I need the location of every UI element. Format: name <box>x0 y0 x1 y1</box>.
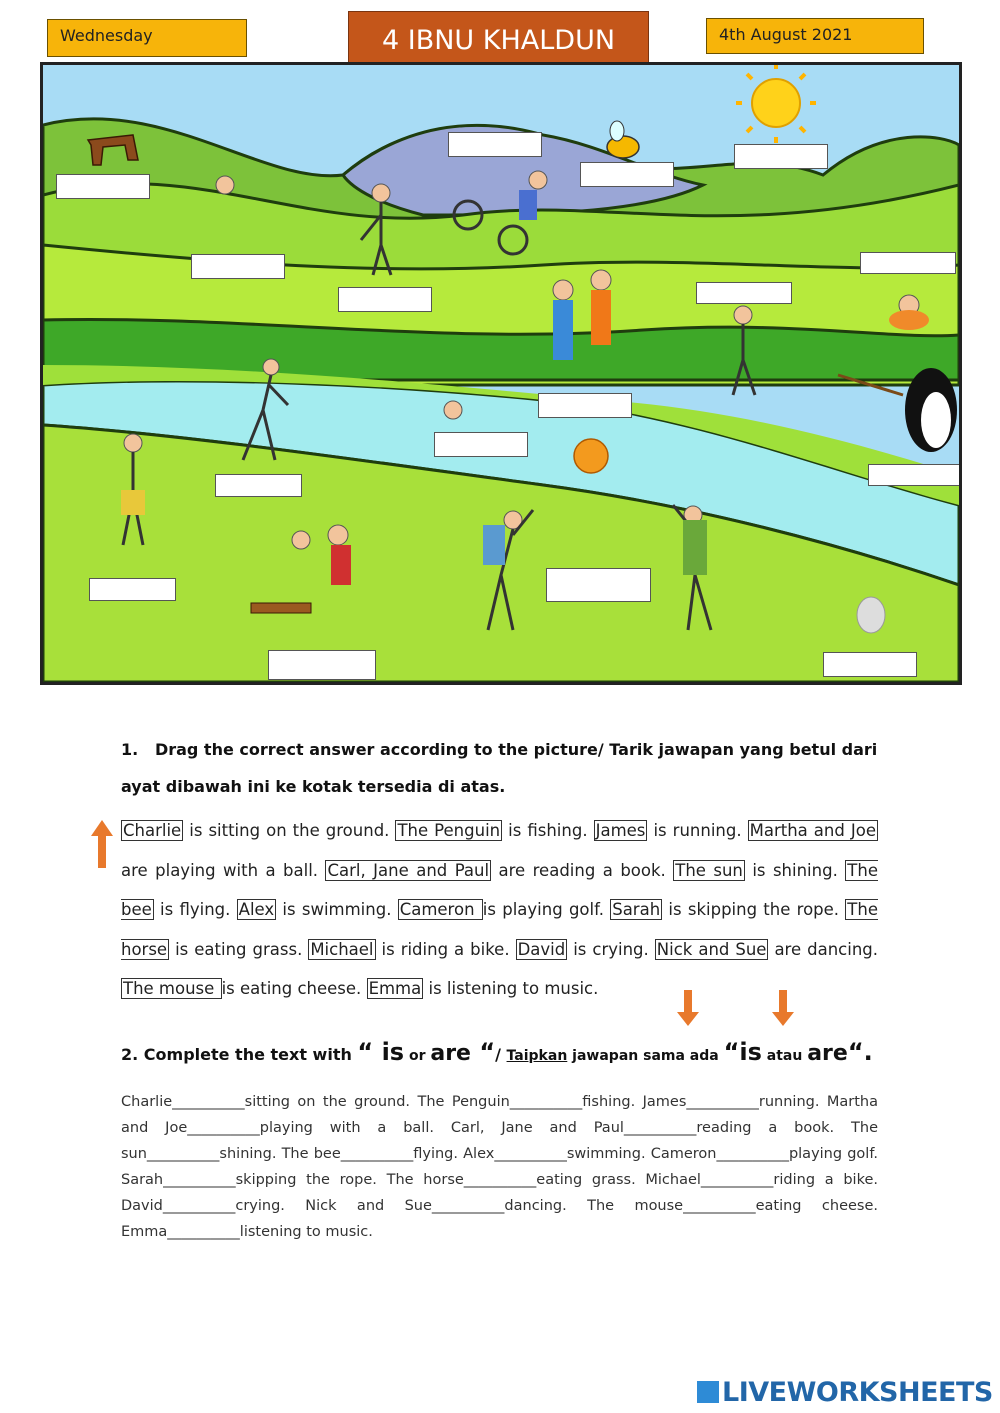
drag-answer-tag[interactable]: Sarah <box>612 900 661 919</box>
paragraph-text: are playing with a ball. <box>121 860 326 880</box>
paragraph-text: is crying. <box>567 939 655 959</box>
class-title: 4 IBNU KHALDUN <box>348 11 649 89</box>
paragraph-text: is flying. <box>153 900 237 919</box>
drag-answer-tag[interactable]: Nick and Sue <box>656 939 767 959</box>
paragraph-text: is riding a bike. <box>375 939 516 959</box>
paragraph-text: is eating cheese. <box>221 979 367 998</box>
logo-text: LIVEWORKSHEETS <box>722 1377 993 1408</box>
drop-box-mouse[interactable] <box>823 652 917 677</box>
paragraph-text: is listening to music. <box>423 979 599 998</box>
q2-is: is <box>381 1038 405 1066</box>
date-label: 4th August 2021 <box>706 18 924 54</box>
question-1-text: Drag the correct answer according to the picture/ Tarik jawapan yang betul dari ayat dibawah ini ke kotak tersedia di atas. <box>121 740 878 796</box>
drag-answer-tag[interactable]: David <box>517 939 566 959</box>
q2-are: are <box>430 1041 471 1066</box>
liveworksheets-logo <box>697 1377 993 1408</box>
paragraph-text: is running. <box>647 821 748 840</box>
drag-answer-tag[interactable]: The Penguin <box>397 821 501 840</box>
up-arrow-icon <box>91 820 113 868</box>
q2-atau: atau <box>761 1048 808 1064</box>
drop-box-bee[interactable] <box>580 162 674 187</box>
paragraph-text: is playing golf. <box>482 900 611 919</box>
drop-box-cameron[interactable] <box>338 287 432 312</box>
q2-are2: are <box>807 1041 848 1066</box>
drag-answer-tag[interactable]: The horse <box>121 900 878 959</box>
drop-box-nick-sue[interactable] <box>696 282 792 304</box>
drop-box-reading-kids[interactable] <box>268 650 376 680</box>
paragraph-text: are reading a book. <box>491 860 674 880</box>
down-arrow-icon <box>677 990 699 1026</box>
paragraph-text: are dancing. <box>768 939 879 959</box>
drop-box-james[interactable] <box>215 474 302 497</box>
drop-box-david[interactable] <box>860 252 956 274</box>
paragraph-text: is fishing. <box>502 821 594 840</box>
paragraph-text: is eating grass. <box>169 939 309 959</box>
drag-answer-tag[interactable]: Cameron <box>399 900 481 919</box>
drag-answer-tag[interactable]: Martha and Joe <box>749 821 876 840</box>
drag-answer-tag[interactable]: The sun <box>675 860 743 880</box>
drop-box-sarah[interactable] <box>89 578 176 601</box>
drop-box-martha-joe[interactable] <box>538 393 632 418</box>
q2-prefix: 2. Complete the text with <box>121 1045 358 1064</box>
drag-answer-tag[interactable]: The bee <box>121 860 878 919</box>
q2-open-quote: “ <box>357 1038 382 1066</box>
drop-box-alex[interactable] <box>434 432 528 457</box>
down-arrow-icon <box>772 990 794 1026</box>
paragraph-text: is skipping the rope. <box>662 900 846 919</box>
q2-is2: is <box>739 1038 762 1066</box>
drop-box-sun[interactable] <box>734 144 828 169</box>
drag-answer-tag[interactable]: Charlie <box>123 821 182 840</box>
question-1-number: 1. <box>121 740 139 759</box>
liveworksheets-logo-icon <box>697 1381 719 1403</box>
drag-answer-tag[interactable]: James <box>595 821 646 840</box>
question-1 <box>121 731 881 805</box>
drag-answer-tag[interactable]: Alex <box>238 900 275 919</box>
fill-in-text[interactable]: Charlie__________sitting on the ground. The Penguin__________fishing. James__________running. Martha and Joe__________playing with a ball. Carl, Jane and Paul__________reading a book. The sun__________shining. The bee__________flying. Alex__________swimming. Cameron__________playing golf. Sarah__________skipping the rope. The horse__________eating grass. Michael__________riding a bike. David__________crying. Nick and Sue__________dancing. The mouse__________eating cheese. Emma__________listening to music. <box>121 1094 878 1240</box>
drop-box-charlie[interactable] <box>191 254 285 279</box>
answer-paragraph <box>121 811 878 1009</box>
drop-box-penguin[interactable] <box>868 464 962 486</box>
q2-taipkan: Taipkan <box>506 1048 568 1064</box>
q2-close-quote: “ <box>470 1038 496 1066</box>
q2-slash: / <box>495 1045 507 1064</box>
drag-answer-tag[interactable]: The mouse <box>123 979 220 998</box>
day-label: Wednesday <box>47 19 247 57</box>
q2-or: or <box>404 1048 431 1064</box>
question-2 <box>121 1038 881 1066</box>
drop-box-emma[interactable] <box>546 568 651 602</box>
drag-answer-tag[interactable]: Carl, Jane and Paul <box>327 860 490 880</box>
paragraph-text: is swimming. <box>276 900 398 919</box>
drop-box-horse[interactable] <box>56 174 150 199</box>
q2-end: “. <box>847 1038 873 1066</box>
paragraph-text: is shining. <box>744 860 846 880</box>
drag-answer-tag[interactable]: Michael <box>310 939 374 959</box>
paragraph-text: is sitting on the ground. <box>183 821 396 840</box>
q2-quote2: “ <box>723 1038 740 1066</box>
drop-box-mountain[interactable] <box>448 132 542 157</box>
q2-rest: jawapan sama ada <box>567 1048 724 1064</box>
scene-picture <box>40 62 962 685</box>
drag-answer-tag[interactable]: Emma <box>368 979 422 998</box>
